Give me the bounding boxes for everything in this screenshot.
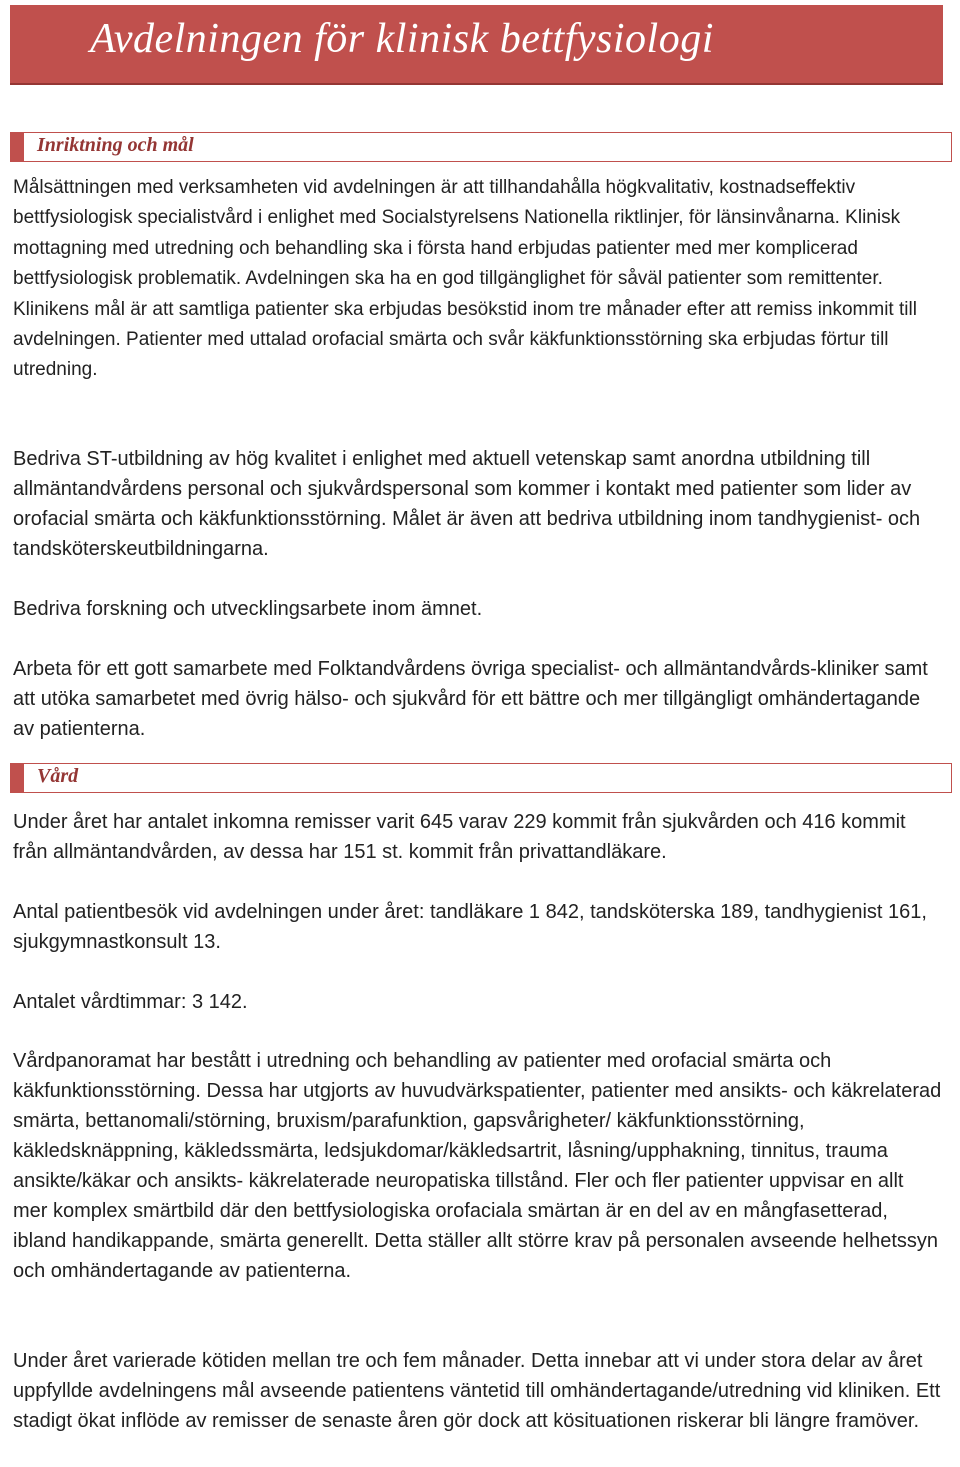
paragraph-goals: Målsättningen med verksamheten vid avdelningen är att tillhandahålla högkvalitativ, kostnadseffektiv bettfysiologisk specialistvård i enlighet med Socialstyrelsens Nationella riktlinjer, för länsinvånarna. Klinisk mottagning med utredning och behandling ska i första hand erbjudas patienter med mer komplicerad bettfysiologisk problematik. Avdelningen ska ha en god tillgänglighet för såväl patienter som remittenter. Klinikens mål är att samtliga patienter ska erbjudas besökstid inom tre månader efter att remiss inkommit till avdelningen. Patienter med uttalad orofacial smärta och svår käkfunktionsstörning ska erbjudas förtur till utredning. xyxy=(13,177,917,381)
paragraph-research: Bedriva forskning och utvecklingsarbete inom ämnet. xyxy=(13,598,483,620)
paragraph-cooperation: Arbeta för ett gott samarbete med Folktandvårdens övriga specialist- och allmäntandvårds-kliniker samt att utöka samarbetet med övrig hälso- och sjukvård för ett bättre och mer tillgängligt omhändertagande av patienterna. xyxy=(13,658,928,740)
section-heading: Vård xyxy=(37,765,79,787)
paragraph-referrals: Under året har antalet inkomna remisser varit 645 varav 229 kommit från sjukvården och 416 kommit från allmäntandvården, av dessa har 151 st. kommit från privattandläkare. xyxy=(13,811,906,863)
title-banner xyxy=(10,5,943,85)
section-heading: Inriktning och mål xyxy=(37,134,194,156)
paragraph-st-education: Bedriva ST-utbildning av hög kvalitet i enlighet med aktuell vetenskap samt anordna utbildning till allmäntandvårdens personal och sjukvårdspersonal som kommer i kontakt med patienter som lider av orofacial smärta och käkfunktionsstörning. Målet är även att bedriva utbildning inom tandhygienist- och tandsköterskeutbildningarna. xyxy=(13,448,921,560)
paragraph-care-hours: Antalet vårdtimmar: 3 142. xyxy=(13,991,248,1013)
paragraph-waiting-time: Under året varierade kötiden mellan tre och fem månader. Detta innebar att vi under stora delar av året uppfyllde avdelningens mål avseende patientens väntetid till omhändertagande/utredning vid kliniken. Ett stadigt ökat inflöde av remisser de senaste åren gör dock att kösituationen riskerar bli längre framöver. xyxy=(13,1350,941,1432)
page-title: Avdelningen för klinisk bettfysiologi xyxy=(90,16,714,62)
paragraph-care-panorama: Vårdpanoramat har bestått i utredning och behandling av patienter med orofacial smärta och käkfunktionsstörning. Dessa har utgjorts av huvudvärkspatienter, patienter med ansikts- och käkrelaterad smärta, bettanomali/störning, bruxism/parafunktion, gapsvårigheter/ käkfunktionsstörning, käkledsknäppning, käkledssmärta, ledsjukdomar/käkledsartrit, låsning/upphakning, tinnitus, trauma ansikte/käkar och ansikts- käkrelaterade neuropatiska tillstånd. Fler och fler patienter uppvisar en allt mer komplex smärtbild där den bettfysiologiska orofaciala smärtan är en del av en mångfasetterad, ibland handikappande, smärta generellt. Detta ställer allt större krav på personalen avseende helhetssyn och omhändertagande av patienterna. xyxy=(13,1050,942,1282)
paragraph-visits: Antal patientbesök vid avdelningen under året: tandläkare 1 842, tandsköterska 189, tandhygienist 161, sjukgymnastkonsult 13. xyxy=(13,901,927,953)
section-header-vard xyxy=(10,763,952,793)
section-header-inriktning xyxy=(10,132,952,162)
